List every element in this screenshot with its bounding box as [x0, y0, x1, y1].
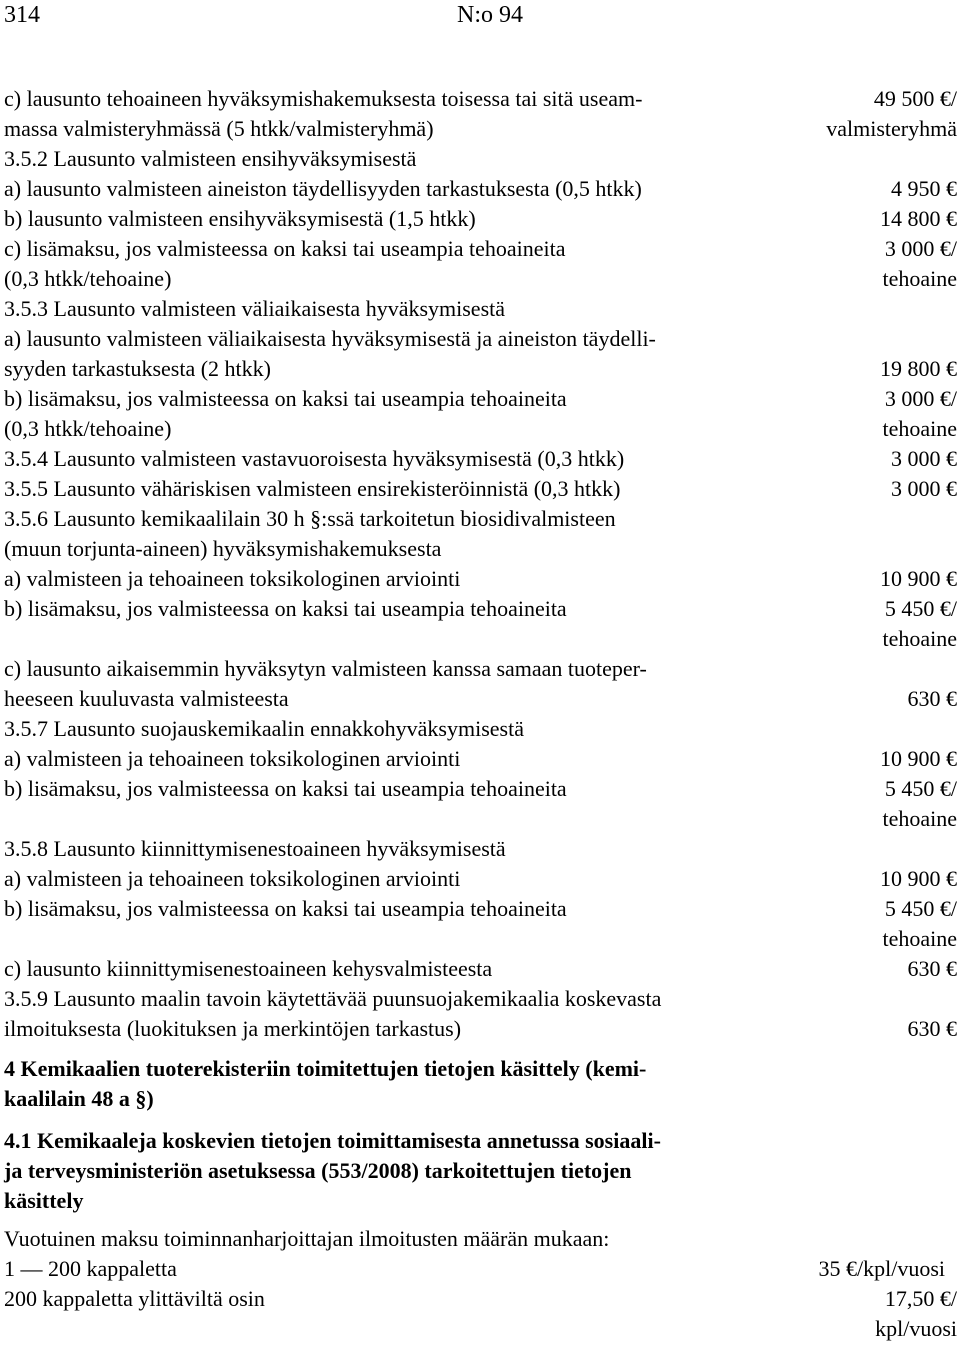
fee-row	[4, 234, 957, 294]
fee-amount	[891, 444, 957, 474]
fee-amount	[882, 234, 957, 294]
fee-row	[4, 594, 957, 654]
annual-fee-intro: Vuotuinen maksu toiminnanharjoittajan ilmoitusten määrän mukaan:	[4, 1226, 610, 1251]
section-heading-line: 3.5.6 Lausunto kemikaalilain 30 h §:ssä tarkoitetun biosidivalmisteen	[4, 506, 616, 531]
fee-amount	[908, 954, 958, 984]
fee-amount	[880, 744, 957, 774]
section-heading: 3.5.3 Lausunto valmisteen väliaikaisesta hyväksymisestä	[4, 296, 506, 321]
fee-description	[4, 654, 770, 714]
fee-description: 200 kappaletta ylittäviltä osin	[4, 1286, 265, 1311]
fee-amount	[882, 594, 957, 654]
fee-description-line: a) lausunto valmisteen väliaikaisesta hyväksymisestä ja aineiston täydelli-	[4, 326, 656, 351]
fee-row	[4, 204, 957, 234]
fee-amount	[818, 1254, 957, 1284]
fee-description-line: a) valmisteen ja tehoaineen toksikologinen arviointi	[4, 866, 461, 891]
fee-description	[4, 444, 891, 474]
fee-amount-line: 3 000 €	[891, 446, 957, 471]
section-heading: 3.5.8 Lausunto kiinnittymisenestoaineen hyväksymisestä	[4, 836, 506, 861]
fee-row	[4, 894, 957, 954]
fee-amount-line	[908, 984, 958, 1014]
fee-description	[4, 84, 826, 144]
fee-description-line: c) lausunto kiinnittymisenestoaineen kehysvalmisteesta	[4, 956, 493, 981]
fee-row	[4, 774, 957, 834]
fee-amount-line: 630 €	[907, 686, 957, 711]
fee-description-line: ilmoituksesta (luokituksen ja merkintöjen tarkastus)	[4, 1016, 462, 1041]
fee-description-line: 3.5.9 Lausunto maalin tavoin käytettävää puunsuojakemikaalia koskevasta	[4, 986, 662, 1011]
fee-description	[4, 474, 891, 504]
fee-description-line: (0,3 htkk/tehoaine)	[4, 416, 172, 441]
fee-amount	[882, 894, 957, 954]
fee-description-line: a) lausunto valmisteen aineiston täydellisyyden tarkastuksesta (0,5 htkk)	[4, 176, 642, 201]
fee-description-line: c) lisämaksu, jos valmisteessa on kaksi tai useampia tehoaineita	[4, 236, 566, 261]
fee-row	[4, 84, 957, 144]
fee-amount-line	[880, 324, 957, 354]
chapter-heading	[4, 1054, 957, 1114]
fee-amount-line: tehoaine	[882, 926, 957, 951]
fee-amount	[826, 84, 957, 144]
chapter-heading-line: 4 Kemikaalien tuoterekisteriin toimitettujen tietojen käsittely (kemi-	[4, 1056, 647, 1081]
fee-description	[4, 204, 880, 234]
fee-amount-line: tehoaine	[882, 266, 957, 291]
fee-row	[4, 384, 957, 444]
section-heading: 3.5.7 Lausunto suojauskemikaalin ennakkohyväksymisestä	[4, 716, 524, 741]
fee-description	[4, 324, 770, 384]
fee-row	[4, 744, 957, 774]
fee-amount-line: 3 000 €	[891, 476, 957, 501]
fee-row	[4, 1254, 957, 1284]
fee-amount	[875, 1284, 957, 1344]
fee-row	[4, 864, 957, 894]
subchapter-heading-line: 4.1 Kemikaaleja koskevien tietojen toimittamisesta annetussa sosiaali-	[4, 1128, 661, 1153]
fee-description-line: heeseen kuuluvasta valmisteesta	[4, 686, 289, 711]
fee-amount	[880, 864, 957, 894]
fee-description-line: b) lisämaksu, jos valmisteessa on kaksi tai useampia tehoaineita	[4, 896, 567, 921]
issue-number: N:o 94	[457, 2, 523, 28]
section-heading	[4, 504, 957, 564]
fee-description	[4, 774, 882, 804]
fee-description: 1 — 200 kappaletta	[4, 1256, 177, 1281]
fee-amount-line: 35 €/kpl/vuosi	[818, 1256, 945, 1281]
fee-description	[4, 384, 882, 444]
fee-amount-line: 49 500 €/	[873, 86, 957, 111]
fee-amount-line: kpl/vuosi	[875, 1316, 957, 1341]
chapter-heading-line: kaalilain 48 a §)	[4, 1086, 154, 1111]
fee-amount-line: 10 900 €	[880, 746, 957, 771]
subchapter-heading-line: ja terveysministeriön asetuksessa (553/2008) tarkoitettujen tietojen	[4, 1158, 632, 1183]
fee-description	[4, 564, 880, 594]
fee-description	[4, 594, 882, 624]
fee-amount	[891, 174, 957, 204]
fee-description	[4, 984, 770, 1044]
fee-amount-line: 3 000 €/	[884, 386, 957, 411]
fee-description-line: b) lisämaksu, jos valmisteessa on kaksi tai useampia tehoaineita	[4, 596, 567, 621]
fee-amount-line: 5 450 €/	[884, 596, 957, 621]
fee-row	[4, 654, 957, 714]
fee-table	[4, 84, 957, 1344]
fee-amount	[880, 204, 957, 234]
fee-amount-line: tehoaine	[882, 626, 957, 651]
fee-row	[4, 474, 957, 504]
fee-amount	[908, 984, 958, 1044]
fee-amount-line: 630 €	[907, 956, 957, 981]
fee-amount-line: 5 450 €/	[884, 896, 957, 921]
fee-amount-line: 10 900 €	[880, 566, 957, 591]
fee-amount-line: 3 000 €/	[884, 236, 957, 261]
fee-row	[4, 174, 957, 204]
fee-amount	[882, 384, 957, 444]
fee-description-line: c) lausunto tehoaineen hyväksymishakemuksesta toisessa tai sitä useam-	[4, 86, 643, 111]
fee-description	[4, 234, 882, 294]
fee-description-line: b) lausunto valmisteen ensihyväksymisestä (1,5 htkk)	[4, 206, 476, 231]
fee-amount	[882, 774, 957, 834]
fee-amount-line: 630 €	[907, 1016, 957, 1041]
fee-amount-line: valmisteryhmä	[826, 116, 957, 141]
subchapter-heading-line: käsittely	[4, 1188, 84, 1213]
fee-description	[4, 954, 908, 984]
section-heading-line: (muun torjunta-aineen) hyväksymishakemuksesta	[4, 536, 442, 561]
fee-amount-line: 4 950 €	[891, 176, 957, 201]
fee-description-line: 3.5.5 Lausunto vähäriskisen valmisteen ensirekisteröinnistä (0,3 htkk)	[4, 476, 621, 501]
fee-amount	[880, 564, 957, 594]
fee-row	[4, 1284, 957, 1344]
fee-description-line: 3.5.4 Lausunto valmisteen vastavuoroisesta hyväksymisestä (0,3 htkk)	[4, 446, 625, 471]
fee-description-line: b) lisämaksu, jos valmisteessa on kaksi tai useampia tehoaineita	[4, 386, 567, 411]
fee-amount-line: 17,50 €/	[884, 1286, 957, 1311]
fee-description	[4, 174, 891, 204]
fee-row	[4, 444, 957, 474]
fee-description-line: c) lausunto aikaisemmin hyväksytyn valmisteen kanssa samaan tuoteper-	[4, 656, 647, 681]
fee-description-line: b) lisämaksu, jos valmisteessa on kaksi tai useampia tehoaineita	[4, 776, 567, 801]
page-header	[4, 0, 954, 30]
fee-description-line: a) valmisteen ja tehoaineen toksikologinen arviointi	[4, 566, 461, 591]
fee-amount-line: 10 900 €	[880, 866, 957, 891]
fee-amount	[908, 654, 958, 714]
fee-amount	[880, 324, 957, 384]
page-number: 314	[4, 2, 40, 28]
subchapter-heading	[4, 1126, 957, 1216]
fee-description-line: massa valmisteryhmässä (5 htkk/valmisteryhmä)	[4, 116, 434, 141]
fee-amount-line: tehoaine	[882, 416, 957, 441]
fee-description-line: syyden tarkastuksesta (2 htkk)	[4, 356, 271, 381]
fee-description	[4, 864, 880, 894]
fee-row	[4, 954, 957, 984]
fee-row	[4, 324, 957, 384]
fee-description	[4, 894, 882, 924]
fee-row	[4, 984, 957, 1044]
fee-amount-line: 14 800 €	[880, 206, 957, 231]
fee-amount-line	[908, 654, 958, 684]
fee-amount-line: 19 800 €	[880, 356, 957, 381]
fee-description-line: a) valmisteen ja tehoaineen toksikologinen arviointi	[4, 746, 461, 771]
fee-amount-line: 5 450 €/	[884, 776, 957, 801]
fee-amount	[891, 474, 957, 504]
section-heading: 3.5.2 Lausunto valmisteen ensihyväksymisestä	[4, 146, 417, 171]
fee-description	[4, 744, 880, 774]
fee-row	[4, 564, 957, 594]
fee-description-line: (0,3 htkk/tehoaine)	[4, 266, 172, 291]
fee-amount-line: tehoaine	[882, 806, 957, 831]
